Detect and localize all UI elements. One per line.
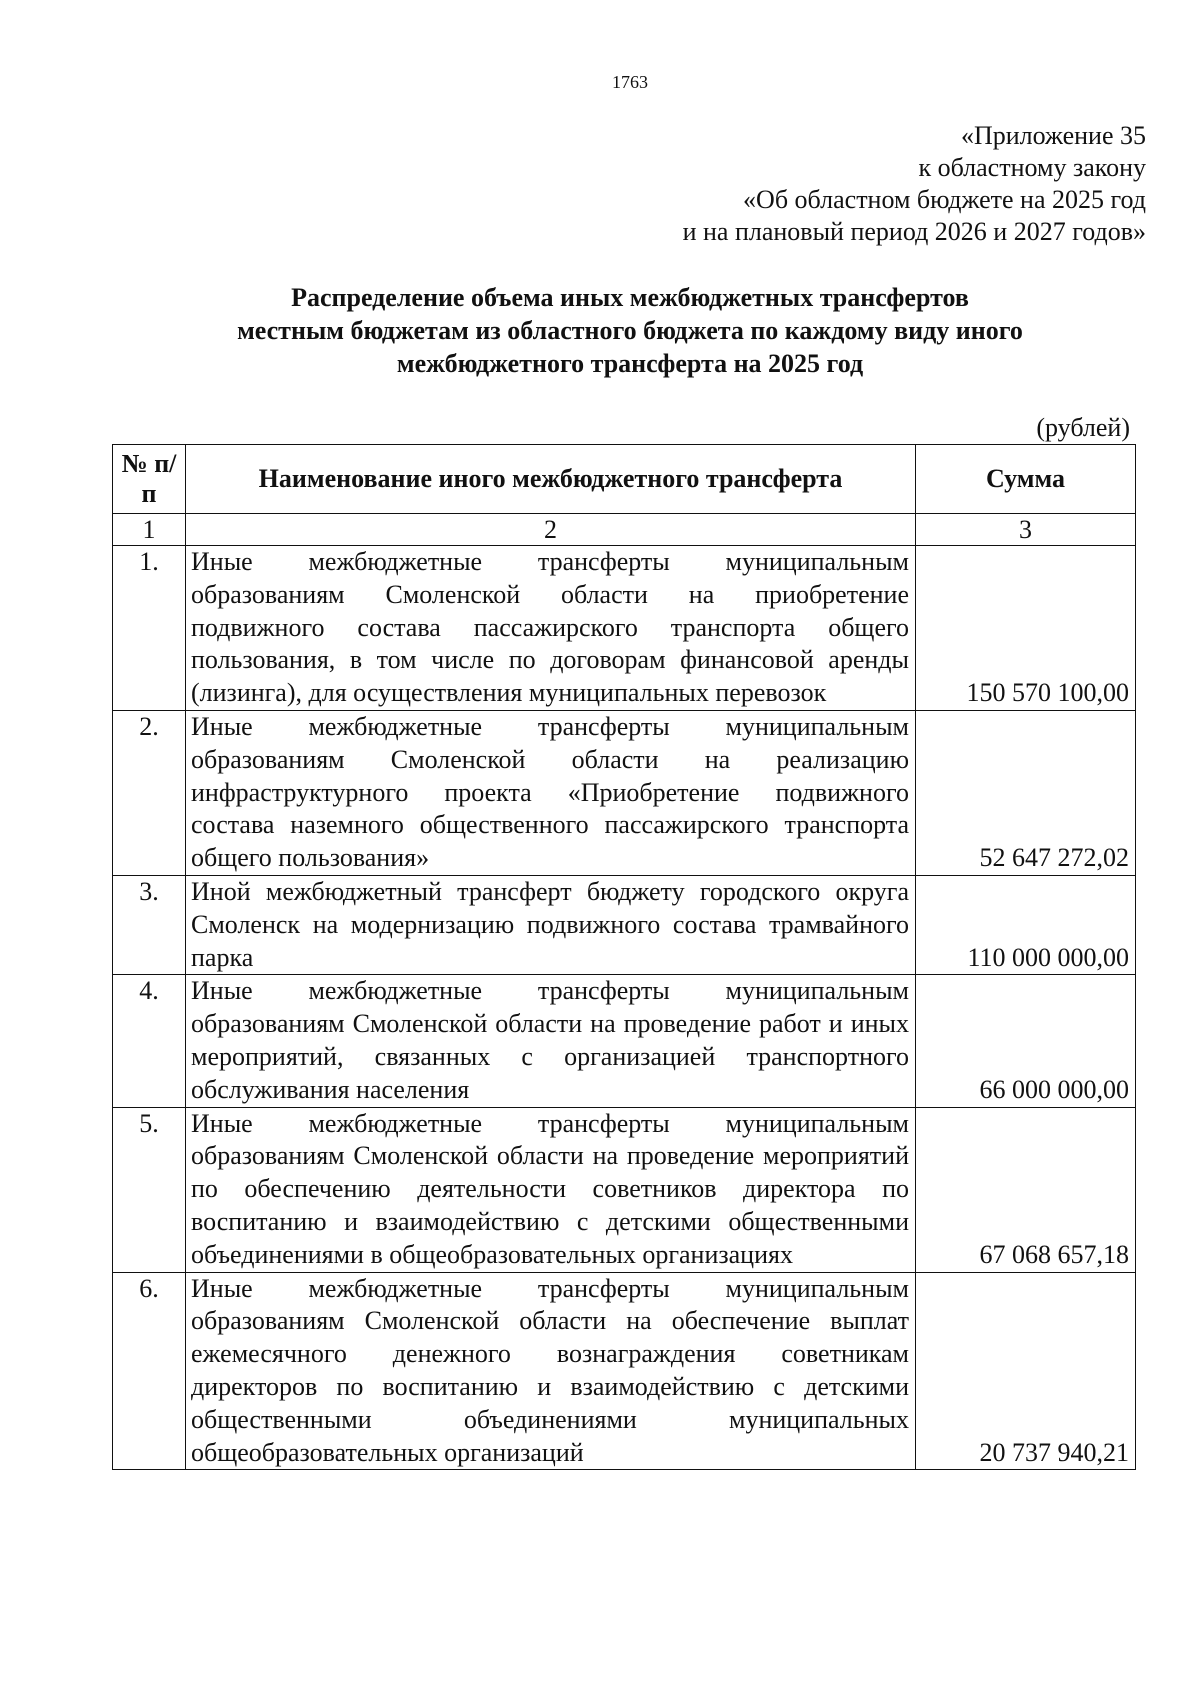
row-number: 2.	[113, 710, 186, 875]
document-title	[150, 281, 1110, 380]
row-amount: 20 737 940,21	[916, 1272, 1136, 1470]
table-row	[113, 710, 1136, 875]
appendix-line-3: «Об областном бюджете на 2025 год	[743, 185, 1146, 214]
column-number: 1	[113, 514, 186, 546]
column-number: 2	[186, 514, 916, 546]
appendix-line-2: к областному закону	[918, 153, 1146, 182]
title-line-3: межбюджетного трансферта на 2025 год	[396, 349, 864, 378]
title-line-2: местным бюджетам из областного бюджета по каждому виду иного	[237, 316, 1023, 345]
units-label: (рублей)	[1036, 413, 1130, 442]
appendix-header	[683, 120, 1146, 248]
column-numbers-row	[113, 514, 1136, 546]
row-amount: 67 068 657,18	[916, 1107, 1136, 1272]
row-name: Иные межбюджетные трансферты муниципальным образованиям Смоленской области на обеспечение выплат ежемесячного денежного вознаграждения советникам директоров по воспитанию и взаимодействию с детскими общественными объединениями муниципальных общеобразовательных организаций	[186, 1272, 916, 1470]
row-name: Иные межбюджетные трансферты муниципальным образованиям Смоленской области на проведение мероприятий по обеспечению деятельности советников директора по воспитанию и взаимодействию с детскими общественными объединениями в общеобразовательных организациях	[186, 1107, 916, 1272]
row-amount: 110 000 000,00	[916, 875, 1136, 974]
appendix-line-4: и на плановый период 2026 и 2027 годов»	[682, 217, 1146, 246]
table-row	[113, 875, 1136, 974]
header-num: № п/п	[113, 445, 186, 514]
row-number: 3.	[113, 875, 186, 974]
table-row	[113, 1272, 1136, 1470]
header-amount: Сумма	[916, 445, 1136, 514]
table-row	[113, 1107, 1136, 1272]
transfers-table	[112, 444, 1136, 1470]
row-number: 5.	[113, 1107, 186, 1272]
header-name: Наименование иного межбюджетного трансферта	[186, 445, 916, 514]
row-name: Иные межбюджетные трансферты муниципальным образованиям Смоленской области на приобретение подвижного состава пассажирского транспорта общего пользования, в том числе по договорам финансовой аренды (лизинга), для осуществления муниципальных перевозок	[186, 546, 916, 711]
appendix-line-1: «Приложение 35	[960, 121, 1146, 150]
column-number: 3	[916, 514, 1136, 546]
title-line-1: Распределение объема иных межбюджетных трансфертов	[291, 283, 969, 312]
row-number: 1.	[113, 546, 186, 711]
row-name: Иные межбюджетные трансферты муниципальным образованиям Смоленской области на реализацию инфраструктурного проекта «Приобретение подвижного состава наземного общественного пассажирского транспорта общего пользования»	[186, 710, 916, 875]
row-amount: 150 570 100,00	[916, 546, 1136, 711]
row-number: 4.	[113, 975, 186, 1107]
row-name: Иной межбюджетный трансферт бюджету городского округа Смоленск на модернизацию подвижного состава трамвайного парка	[186, 875, 916, 974]
row-amount: 66 000 000,00	[916, 975, 1136, 1107]
row-amount: 52 647 272,02	[916, 710, 1136, 875]
table-row	[113, 975, 1136, 1107]
row-number: 6.	[113, 1272, 186, 1470]
table-header-row	[113, 445, 1136, 514]
page-number: 1763	[612, 72, 648, 92]
row-name: Иные межбюджетные трансферты муниципальным образованиям Смоленской области на проведение работ и иных мероприятий, связанных с организацией транспортного обслуживания населения	[186, 975, 916, 1107]
table-row	[113, 546, 1136, 711]
